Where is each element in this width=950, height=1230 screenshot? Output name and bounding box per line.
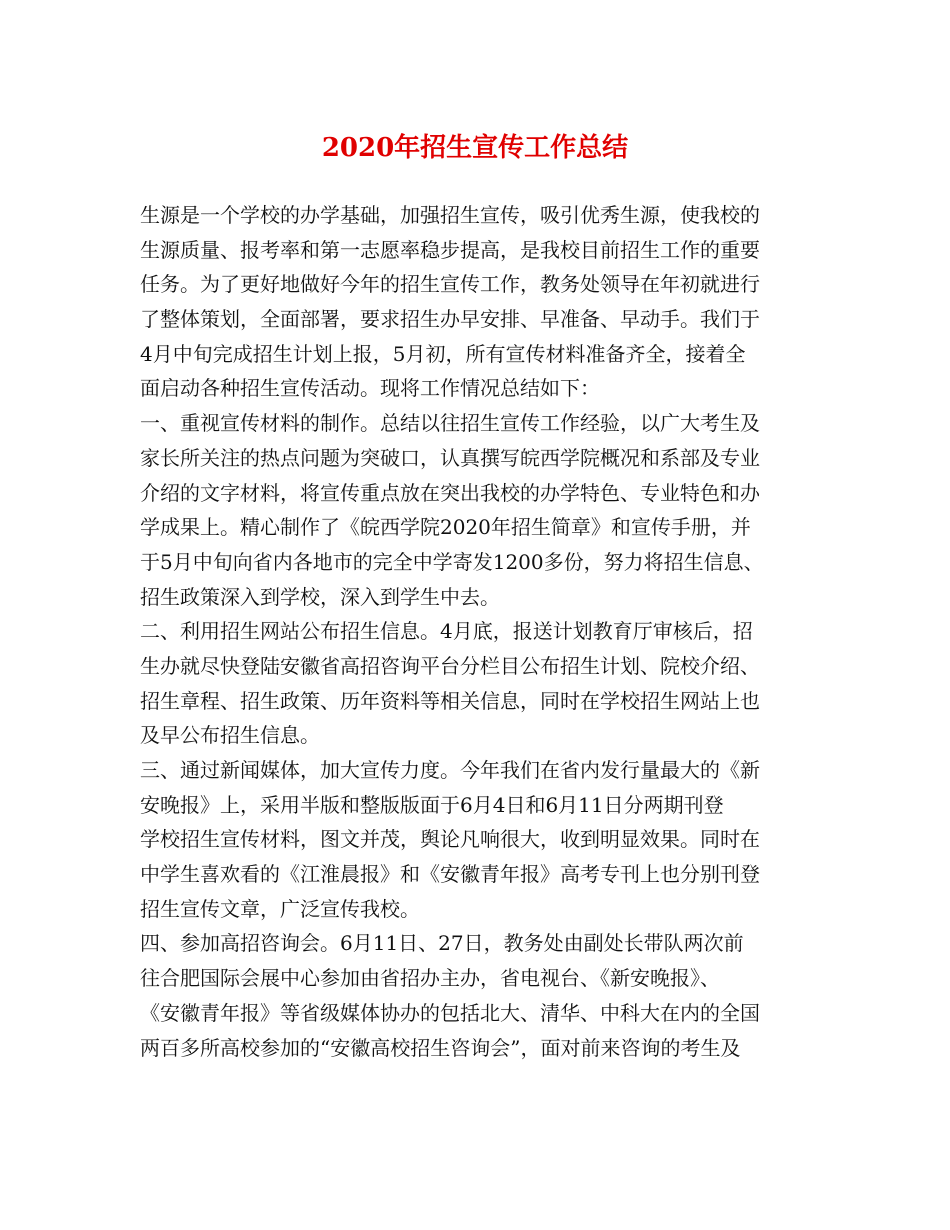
body-line: 四、参加高招咨询会。6月11日、27日，教务处由副处长带队两次前 — [140, 931, 744, 956]
body-line: 两百多所高校参加的“安徽高校招生咨询会”，面对前来咨询的考生及 — [140, 1035, 741, 1060]
body-line: 安晚报》上，采用半版和整版版面于6月4日和6月11日分两期刊登 — [140, 792, 724, 817]
body-line: 4月中旬完成招生计划上报，5月初，所有宣传材料准备齐全，接着全 — [140, 341, 746, 366]
body-line: 招生政策深入到学校，深入到学生中去。 — [140, 584, 500, 609]
body-line: 介绍的文字材料，将宣传重点放在突出我校的办学特色、专业特色和办 — [140, 480, 760, 505]
body-line: 二、利用招生网站公布招生信息。4月底，报送计划教育厅审核后，招 — [140, 619, 753, 644]
document-body — [140, 198, 820, 1065]
body-line: 生源是一个学校的办学基础，加强招生宣传，吸引优秀生源，使我校的 — [140, 203, 760, 227]
body-line: 于5月中旬向省内各地市的完全中学寄发1200多份，努力将招生信息、 — [140, 549, 764, 574]
body-line: 三、通过新闻媒体，加大宣传力度。今年我们在省内发行量最大的《新 — [140, 758, 760, 782]
body-line: 学校招生宣传材料，图文并茂，舆论凡响很大，收到明显效果。同时在 — [140, 827, 760, 852]
body-line: 中学生喜欢看的《江淮晨报》和《安徽青年报》高考专刊上也分别刊登 — [140, 862, 760, 887]
body-line: 及早公布招生信息。 — [140, 723, 320, 748]
body-line: 学成果上。精心制作了《皖西学院2020年招生简章》和宣传手册，并 — [140, 515, 751, 540]
body-line: 生源质量、报考率和第一志愿率稳步提高，是我校目前招生工作的重要 — [140, 237, 760, 262]
body-line: 招生章程、招生政策、历年资料等相关信息，同时在学校招生网站上也 — [140, 688, 760, 713]
body-line: 招生宣传文章，广泛宣传我校。 — [140, 896, 420, 921]
body-line: 一、重视宣传材料的制作。总结以往招生宣传工作经验，以广大考生及 — [140, 411, 760, 436]
body-line: 《安徽青年报》等省级媒体协办的包括北大、清华、中科大在内的全国 — [140, 1000, 760, 1025]
body-line: 任务。为了更好地做好今年的招生宣传工作，教务处领导在年初就进行 — [140, 272, 760, 297]
body-line: 面启动各种招生宣传活动。现将工作情况总结如下： — [140, 376, 600, 401]
body-line: 了整体策划，全面部署，要求招生办早安排、早准备、早动手。我们于 — [140, 307, 760, 332]
body-line: 往合肥国际会展中心参加由省招办主办，省电视台、《新安晚报》、 — [140, 966, 720, 991]
body-line: 家长所关注的热点问题为突破口，认真撰写皖西学院概况和系部及专业 — [140, 445, 760, 470]
body-line: 生办就尽快登陆安徽省高招咨询平台分栏目公布招生计划、院校介绍、 — [140, 653, 760, 678]
document-title: 2020年招生宣传工作总结 — [321, 133, 629, 163]
